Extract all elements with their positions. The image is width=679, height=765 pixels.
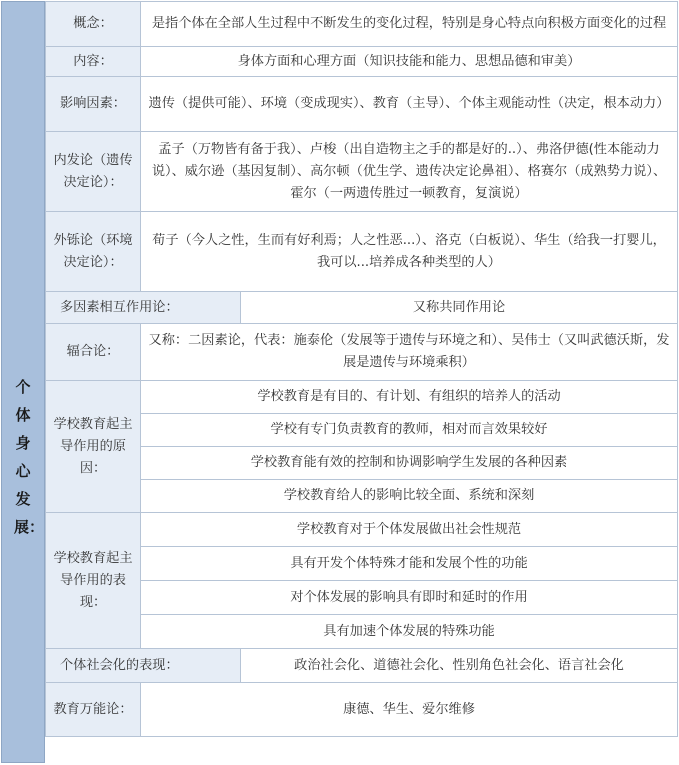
label-school-manifest: 学校教育起主导作用的表现： bbox=[46, 513, 141, 649]
label-content: 内容： bbox=[46, 47, 141, 77]
row-school-manifest-1 bbox=[46, 513, 678, 547]
value-factors: 遗传（提供可能）、环境（变成现实）、教育（主导）、个体主观能动性（决定，根本动力） bbox=[141, 77, 678, 132]
school-manifest-item: 对个体发展的影响具有即时和延时的作用 bbox=[141, 581, 678, 615]
row-concept bbox=[46, 2, 678, 47]
row-multi bbox=[46, 292, 678, 324]
school-reason-item: 学校教育给人的影响比较全面、系统和深刻 bbox=[141, 480, 678, 513]
value-socialization: 政治社会化、道德社会化、性别角色社会化、语言社会化 bbox=[241, 649, 678, 683]
label-omnipotence: 教育万能论： bbox=[46, 683, 141, 737]
row-school-reasons-3 bbox=[46, 447, 678, 480]
row-socialization bbox=[46, 649, 678, 683]
row-content bbox=[46, 47, 678, 77]
label-school-reasons: 学校教育起主导作用的原因： bbox=[46, 381, 141, 513]
label-multi: 多因素相互作用论： bbox=[46, 292, 241, 324]
school-reason-item: 学校教育能有效的控制和协调影响学生发展的各种因素 bbox=[141, 447, 678, 480]
side-title-column bbox=[1, 1, 45, 763]
school-manifest-item: 学校教育对于个体发展做出社会性规范 bbox=[141, 513, 678, 547]
value-concept: 是指个体在全部人生过程中不断发生的变化过程，特别是身心特点向积极方面变化的过程 bbox=[141, 2, 678, 47]
value-internal: 孟子（万物皆有备于我）、卢梭（出自造物主之手的都是好的..）、弗洛伊德(性本能动力说）、威尔逊（基因复制）、高尔顿（优生学、遗传决定论鼻祖）、格赛尔（成熟势力说）、霍尔（一两遗传胜过一顿教育，复演说） bbox=[141, 132, 678, 212]
row-school-manifest-2 bbox=[46, 547, 678, 581]
row-school-manifest-4 bbox=[46, 615, 678, 649]
label-concept: 概念： bbox=[46, 2, 141, 47]
row-school-reasons-2 bbox=[46, 414, 678, 447]
label-external: 外铄论（环境决定论）： bbox=[46, 212, 141, 292]
row-external bbox=[46, 212, 678, 292]
label-convergence: 辐合论： bbox=[46, 324, 141, 381]
value-omnipotence: 康德、华生、爱尔维修 bbox=[141, 683, 678, 737]
row-internal bbox=[46, 132, 678, 212]
school-manifest-item: 具有开发个体特殊才能和发展个性的功能 bbox=[141, 547, 678, 581]
label-internal: 内发论（遗传决定论）： bbox=[46, 132, 141, 212]
row-factors bbox=[46, 77, 678, 132]
school-reason-item: 学校教育是有目的、有计划、有组织的培养人的活动 bbox=[141, 381, 678, 414]
side-title: 个体身心发展： bbox=[14, 378, 45, 536]
label-socialization: 个体社会化的表现： bbox=[46, 649, 241, 683]
label-factors: 影响因素： bbox=[46, 77, 141, 132]
value-external: 荀子（今人之性，生而有好利焉；人之性恶...）、洛克（白板说）、华生（给我一打婴儿，我可以...培养成各种类型的人） bbox=[141, 212, 678, 292]
row-school-reasons-1 bbox=[46, 381, 678, 414]
row-omnipotence bbox=[46, 683, 678, 737]
content-table bbox=[45, 1, 678, 737]
school-reason-item: 学校有专门负责教育的教师，相对而言效果较好 bbox=[141, 414, 678, 447]
value-content: 身体方面和心理方面（知识技能和能力、思想品德和审美） bbox=[141, 47, 678, 77]
school-manifest-item: 具有加速个体发展的特殊功能 bbox=[141, 615, 678, 649]
row-convergence bbox=[46, 324, 678, 381]
value-convergence: 又称：二因素论，代表：施泰伦（发展等于遗传与环境之和）、吴伟士（又叫武德沃斯，发展是遗传与环境乘积） bbox=[141, 324, 678, 381]
value-multi: 又称共同作用论 bbox=[241, 292, 678, 324]
row-school-reasons-4 bbox=[46, 480, 678, 513]
row-school-manifest-3 bbox=[46, 581, 678, 615]
